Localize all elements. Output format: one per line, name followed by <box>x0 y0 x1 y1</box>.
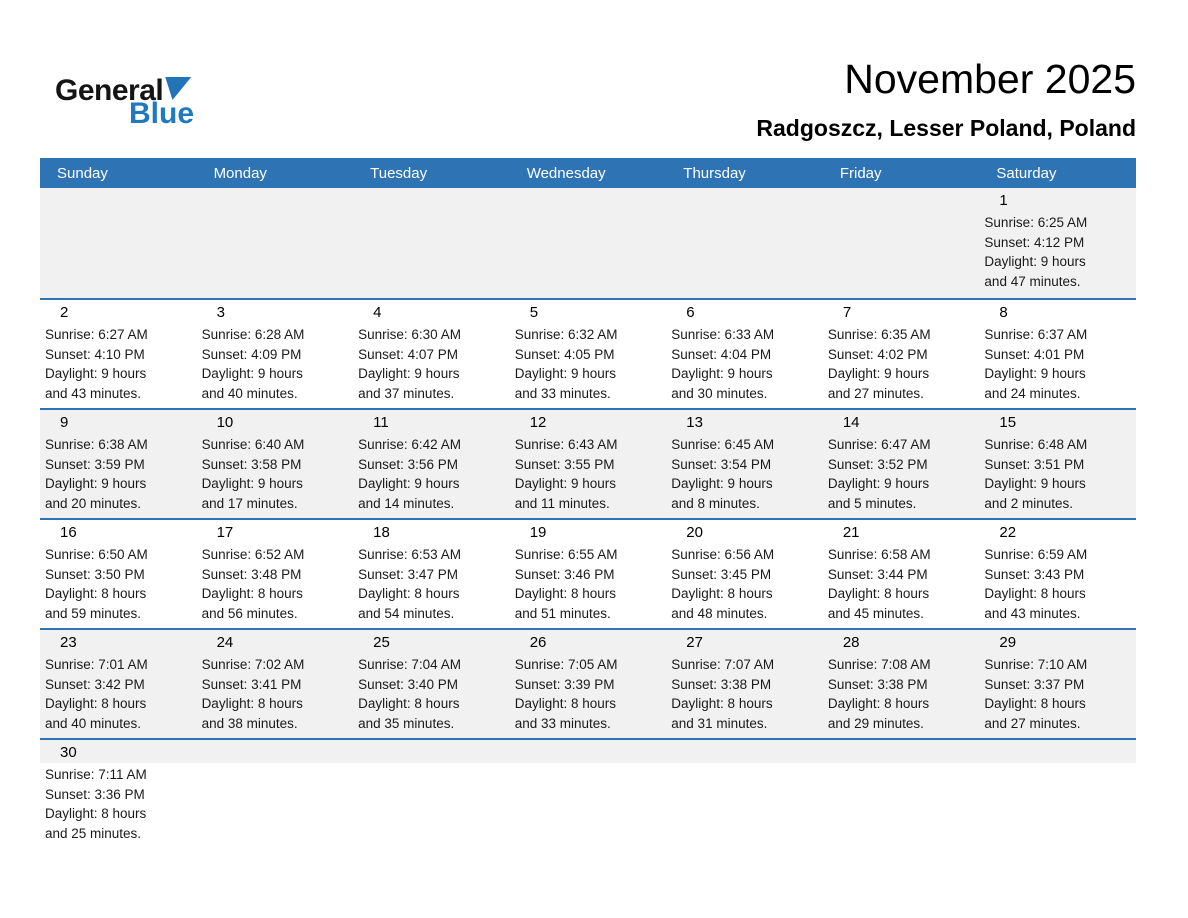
day-detail-line: Sunset: 3:45 PM <box>671 566 772 582</box>
day-detail-line: Sunrise: 6:59 AM <box>984 547 1088 562</box>
day-detail-line: Daylight: 8 hours <box>45 586 147 601</box>
day-detail-line: Daylight: 9 hours <box>45 476 147 491</box>
day-detail-line: Sunset: 3:43 PM <box>984 566 1085 582</box>
title-block <box>756 58 1136 142</box>
day-detail-line: Sunset: 4:04 PM <box>671 346 772 362</box>
day-detail-line: Sunset: 3:50 PM <box>45 566 145 582</box>
day-detail-line: Sunrise: 7:08 AM <box>827 657 931 672</box>
day-detail-line: Sunset: 3:39 PM <box>514 676 615 692</box>
empty-day-cell <box>197 740 354 848</box>
day-number: 24 <box>216 634 234 651</box>
day-cell <box>510 300 667 408</box>
day-detail-line: and 27 minutes. <box>984 715 1081 731</box>
calendar-table <box>40 158 1136 848</box>
day-number: 22 <box>999 524 1017 541</box>
day-detail-line: Daylight: 8 hours <box>671 696 773 711</box>
day-detail-line: Sunrise: 7:04 AM <box>358 657 461 672</box>
day-detail-line: Sunset: 4:07 PM <box>358 346 458 362</box>
weekday-header-saturday: Saturday <box>996 164 1057 182</box>
day-cell <box>197 520 354 628</box>
day-detail-line: Sunrise: 6:30 AM <box>358 327 461 342</box>
day-detail-line: Daylight: 9 hours <box>201 476 303 491</box>
weekday-header-thursday: Thursday <box>683 164 746 182</box>
day-number: 25 <box>373 634 390 651</box>
day-detail-line: Daylight: 9 hours <box>671 476 773 491</box>
day-detail-line: Daylight: 9 hours <box>827 366 930 381</box>
day-detail-line: and 27 minutes. <box>827 385 924 401</box>
day-detail-line: Daylight: 9 hours <box>514 476 617 491</box>
day-detail-line: and 31 minutes. <box>671 715 768 731</box>
day-detail-line: and 33 minutes. <box>514 385 611 401</box>
empty-day-cell <box>40 188 197 298</box>
day-detail-line: Sunset: 3:58 PM <box>201 456 302 472</box>
day-detail-line: and 5 minutes. <box>827 495 917 511</box>
day-detail-line: Sunrise: 6:58 AM <box>827 547 931 562</box>
day-cell <box>510 410 667 518</box>
day-detail-line: Daylight: 8 hours <box>514 696 617 711</box>
day-cell <box>979 188 1136 298</box>
day-cell <box>979 630 1136 738</box>
day-detail-line: and 2 minutes. <box>984 495 1073 511</box>
day-detail-line: and 8 minutes. <box>671 495 760 511</box>
empty-day-cell <box>666 188 823 298</box>
weekday-header-wednesday: Wednesday <box>526 164 606 182</box>
week-row <box>40 738 1136 848</box>
day-detail-line: Daylight: 8 hours <box>984 696 1086 711</box>
day-detail-line: and 20 minutes. <box>45 495 142 511</box>
day-cell <box>353 410 510 518</box>
day-detail-line: and 29 minutes. <box>827 715 924 731</box>
day-cell <box>823 300 980 408</box>
day-number: 16 <box>60 524 77 541</box>
day-detail-line: and 59 minutes. <box>45 605 142 621</box>
day-detail-line: Sunrise: 6:56 AM <box>671 547 775 562</box>
day-number: 20 <box>686 524 703 541</box>
day-cell <box>979 520 1136 628</box>
empty-day-cell <box>823 188 980 298</box>
day-detail-line: Sunset: 4:02 PM <box>827 346 928 362</box>
day-detail-line: Sunrise: 6:25 AM <box>984 215 1088 230</box>
day-detail-line: Sunrise: 6:28 AM <box>201 327 305 342</box>
day-cell <box>40 410 197 518</box>
empty-day-cell <box>979 740 1136 848</box>
day-detail-line: Sunset: 3:40 PM <box>358 676 458 692</box>
day-cell <box>197 410 354 518</box>
day-cell <box>40 630 197 738</box>
day-cell <box>40 520 197 628</box>
day-number: 10 <box>216 414 234 431</box>
weekday-header-row <box>40 158 1136 188</box>
day-detail-line: Sunset: 3:52 PM <box>827 456 928 472</box>
day-cell <box>353 630 510 738</box>
day-detail-line: Sunrise: 6:32 AM <box>514 327 618 342</box>
week-row <box>40 188 1136 298</box>
day-detail-line: Daylight: 8 hours <box>671 586 773 601</box>
day-number: 27 <box>686 634 703 651</box>
general-blue-logo <box>55 76 194 129</box>
day-number: 15 <box>999 414 1017 431</box>
day-cell <box>823 520 980 628</box>
day-detail-line: Sunset: 4:05 PM <box>514 346 615 362</box>
day-detail-line: Sunrise: 6:48 AM <box>984 437 1088 452</box>
day-cell <box>197 300 354 408</box>
day-cell <box>40 740 197 848</box>
day-number: 23 <box>60 634 77 651</box>
day-detail-line: and 51 minutes. <box>514 605 611 621</box>
day-number: 9 <box>60 414 69 431</box>
day-detail-line: Sunrise: 6:27 AM <box>45 327 148 342</box>
day-detail-line: Daylight: 9 hours <box>984 254 1086 269</box>
day-detail-line: Sunset: 4:10 PM <box>45 346 145 362</box>
day-detail-line: Sunrise: 6:33 AM <box>671 327 775 342</box>
day-detail-line: Sunset: 4:12 PM <box>984 234 1085 250</box>
day-detail-line: Sunrise: 7:07 AM <box>671 657 775 672</box>
day-detail-line: Sunrise: 6:52 AM <box>201 547 305 562</box>
day-detail-line: Daylight: 8 hours <box>358 586 460 601</box>
day-number: 17 <box>216 524 234 541</box>
day-number: 21 <box>842 524 860 541</box>
day-detail-line: Sunrise: 6:53 AM <box>358 547 461 562</box>
day-number: 11 <box>373 414 389 431</box>
day-cell <box>197 630 354 738</box>
day-detail-line: and 25 minutes. <box>45 825 142 841</box>
day-detail-line: Sunrise: 7:01 AM <box>45 657 148 672</box>
day-detail-line: and 35 minutes. <box>358 715 455 731</box>
day-number: 3 <box>216 304 225 321</box>
day-detail-line: and 47 minutes. <box>984 273 1081 289</box>
day-number: 13 <box>686 414 703 431</box>
day-detail-line: Daylight: 8 hours <box>45 806 147 821</box>
day-number: 4 <box>373 304 382 321</box>
day-number: 29 <box>999 634 1017 651</box>
day-detail-line: Sunset: 3:37 PM <box>984 676 1085 692</box>
day-detail-line: and 17 minutes. <box>201 495 298 511</box>
day-detail-line: and 11 minutes. <box>514 495 610 511</box>
day-number: 30 <box>60 744 77 761</box>
empty-day-cell <box>353 740 510 848</box>
location-subtitle: Radgoszcz, Lesser Poland, Poland <box>756 115 1136 142</box>
day-number: 19 <box>529 524 547 541</box>
day-number: 12 <box>529 414 547 431</box>
day-detail-line: and 24 minutes. <box>984 385 1081 401</box>
day-detail-line: Sunset: 3:48 PM <box>201 566 302 582</box>
day-detail-line: and 56 minutes. <box>201 605 298 621</box>
day-detail-line: Daylight: 9 hours <box>984 476 1086 491</box>
day-detail-line: and 43 minutes. <box>984 605 1081 621</box>
day-detail-line: Sunrise: 6:40 AM <box>201 437 305 452</box>
day-number: 2 <box>60 304 69 321</box>
day-detail-line: Sunrise: 6:45 AM <box>671 437 775 452</box>
day-number: 1 <box>999 192 1008 209</box>
day-detail-line: Sunrise: 6:47 AM <box>827 437 931 452</box>
day-cell <box>666 630 823 738</box>
day-detail-line: Sunrise: 6:55 AM <box>514 547 618 562</box>
day-detail-line: and 38 minutes. <box>201 715 298 731</box>
day-number: 28 <box>842 634 860 651</box>
empty-day-cell <box>510 740 667 848</box>
day-detail-line: Sunset: 3:42 PM <box>45 676 145 692</box>
day-detail-line: and 54 minutes. <box>358 605 455 621</box>
day-number: 7 <box>842 304 852 321</box>
day-number: 26 <box>529 634 547 651</box>
calendar-weeks <box>40 188 1136 848</box>
day-detail-line: and 43 minutes. <box>45 385 142 401</box>
day-detail-line: Daylight: 8 hours <box>984 586 1086 601</box>
day-cell <box>979 300 1136 408</box>
day-detail-line: Daylight: 8 hours <box>827 696 930 711</box>
day-cell <box>40 300 197 408</box>
day-cell <box>666 520 823 628</box>
day-detail-line: Sunrise: 6:43 AM <box>514 437 618 452</box>
day-cell <box>510 630 667 738</box>
day-detail-line: Daylight: 9 hours <box>45 366 147 381</box>
empty-day-cell <box>353 188 510 298</box>
day-detail-line: and 30 minutes. <box>671 385 768 401</box>
logo-text-blue: Blue <box>129 97 195 130</box>
day-detail-line: Sunrise: 6:38 AM <box>45 437 148 452</box>
day-detail-line: Daylight: 9 hours <box>827 476 930 491</box>
day-detail-line: Sunset: 3:36 PM <box>45 786 145 802</box>
day-detail-line: and 48 minutes. <box>671 605 768 621</box>
day-detail-line: and 45 minutes. <box>827 605 924 621</box>
day-detail-line: Daylight: 8 hours <box>201 696 303 711</box>
day-detail-line: Sunset: 4:09 PM <box>201 346 302 362</box>
empty-day-cell <box>510 188 667 298</box>
weekday-header-tuesday: Tuesday <box>370 164 428 182</box>
day-detail-line: Daylight: 9 hours <box>671 366 773 381</box>
week-row <box>40 298 1136 408</box>
day-detail-line: Sunset: 3:38 PM <box>671 676 772 692</box>
page-header <box>0 0 1188 158</box>
day-detail-line: Sunset: 3:56 PM <box>358 456 458 472</box>
day-number: 18 <box>373 524 390 541</box>
day-detail-line: Daylight: 8 hours <box>514 586 617 601</box>
day-detail-line: Sunrise: 7:02 AM <box>201 657 305 672</box>
day-number: 5 <box>529 304 539 321</box>
weekday-header-monday: Monday <box>213 164 267 182</box>
day-detail-line: Sunrise: 7:10 AM <box>984 657 1088 672</box>
day-detail-line: Sunset: 3:46 PM <box>514 566 615 582</box>
day-detail-line: and 14 minutes. <box>358 495 455 511</box>
day-detail-line: Sunrise: 6:50 AM <box>45 547 148 562</box>
day-detail-line: Daylight: 9 hours <box>358 476 460 491</box>
day-detail-line: Daylight: 9 hours <box>514 366 617 381</box>
day-cell <box>823 630 980 738</box>
day-detail-line: Daylight: 8 hours <box>201 586 303 601</box>
day-cell <box>666 410 823 518</box>
day-detail-line: Sunrise: 6:42 AM <box>358 437 461 452</box>
day-detail-line: and 37 minutes. <box>358 385 455 401</box>
day-cell <box>353 300 510 408</box>
empty-day-cell <box>823 740 980 848</box>
day-cell <box>353 520 510 628</box>
day-detail-line: Sunset: 3:41 PM <box>201 676 302 692</box>
week-row <box>40 628 1136 738</box>
day-detail-line: Sunrise: 6:35 AM <box>827 327 931 342</box>
weekday-header-sunday: Sunday <box>57 164 108 182</box>
day-detail-line: Sunset: 4:01 PM <box>984 346 1085 362</box>
day-detail-line: and 40 minutes. <box>45 715 142 731</box>
weekday-header-friday: Friday <box>839 164 882 182</box>
day-detail-line: Sunset: 3:44 PM <box>827 566 928 582</box>
day-cell <box>823 410 980 518</box>
week-row <box>40 408 1136 518</box>
day-detail-line: Daylight: 9 hours <box>984 366 1086 381</box>
empty-day-cell <box>666 740 823 848</box>
day-detail-line: and 40 minutes. <box>201 385 298 401</box>
week-row <box>40 518 1136 628</box>
day-detail-line: Sunset: 3:51 PM <box>984 456 1085 472</box>
day-detail-line: Sunset: 3:54 PM <box>671 456 772 472</box>
day-detail-line: Sunrise: 7:11 AM <box>45 767 147 782</box>
logo-text-general: General <box>55 74 164 107</box>
day-detail-line: Daylight: 8 hours <box>358 696 460 711</box>
day-cell <box>979 410 1136 518</box>
day-detail-line: Sunset: 3:47 PM <box>358 566 458 582</box>
day-detail-line: Sunrise: 7:05 AM <box>514 657 618 672</box>
day-detail-line: Sunset: 3:38 PM <box>827 676 928 692</box>
day-detail-line: Daylight: 8 hours <box>827 586 930 601</box>
day-detail-line: Daylight: 8 hours <box>45 696 147 711</box>
day-detail-line: Daylight: 9 hours <box>201 366 303 381</box>
day-detail-line: Daylight: 9 hours <box>358 366 460 381</box>
day-detail-line: Sunrise: 6:37 AM <box>984 327 1088 342</box>
day-detail-line: Sunset: 3:55 PM <box>514 456 615 472</box>
day-detail-line: Sunset: 3:59 PM <box>45 456 145 472</box>
day-number: 8 <box>999 304 1008 321</box>
day-number: 6 <box>686 304 695 321</box>
empty-day-cell <box>197 188 354 298</box>
day-cell <box>666 300 823 408</box>
day-cell <box>510 520 667 628</box>
day-detail-line: and 33 minutes. <box>514 715 611 731</box>
month-title: November 2025 <box>844 56 1136 102</box>
day-number: 14 <box>842 414 860 431</box>
